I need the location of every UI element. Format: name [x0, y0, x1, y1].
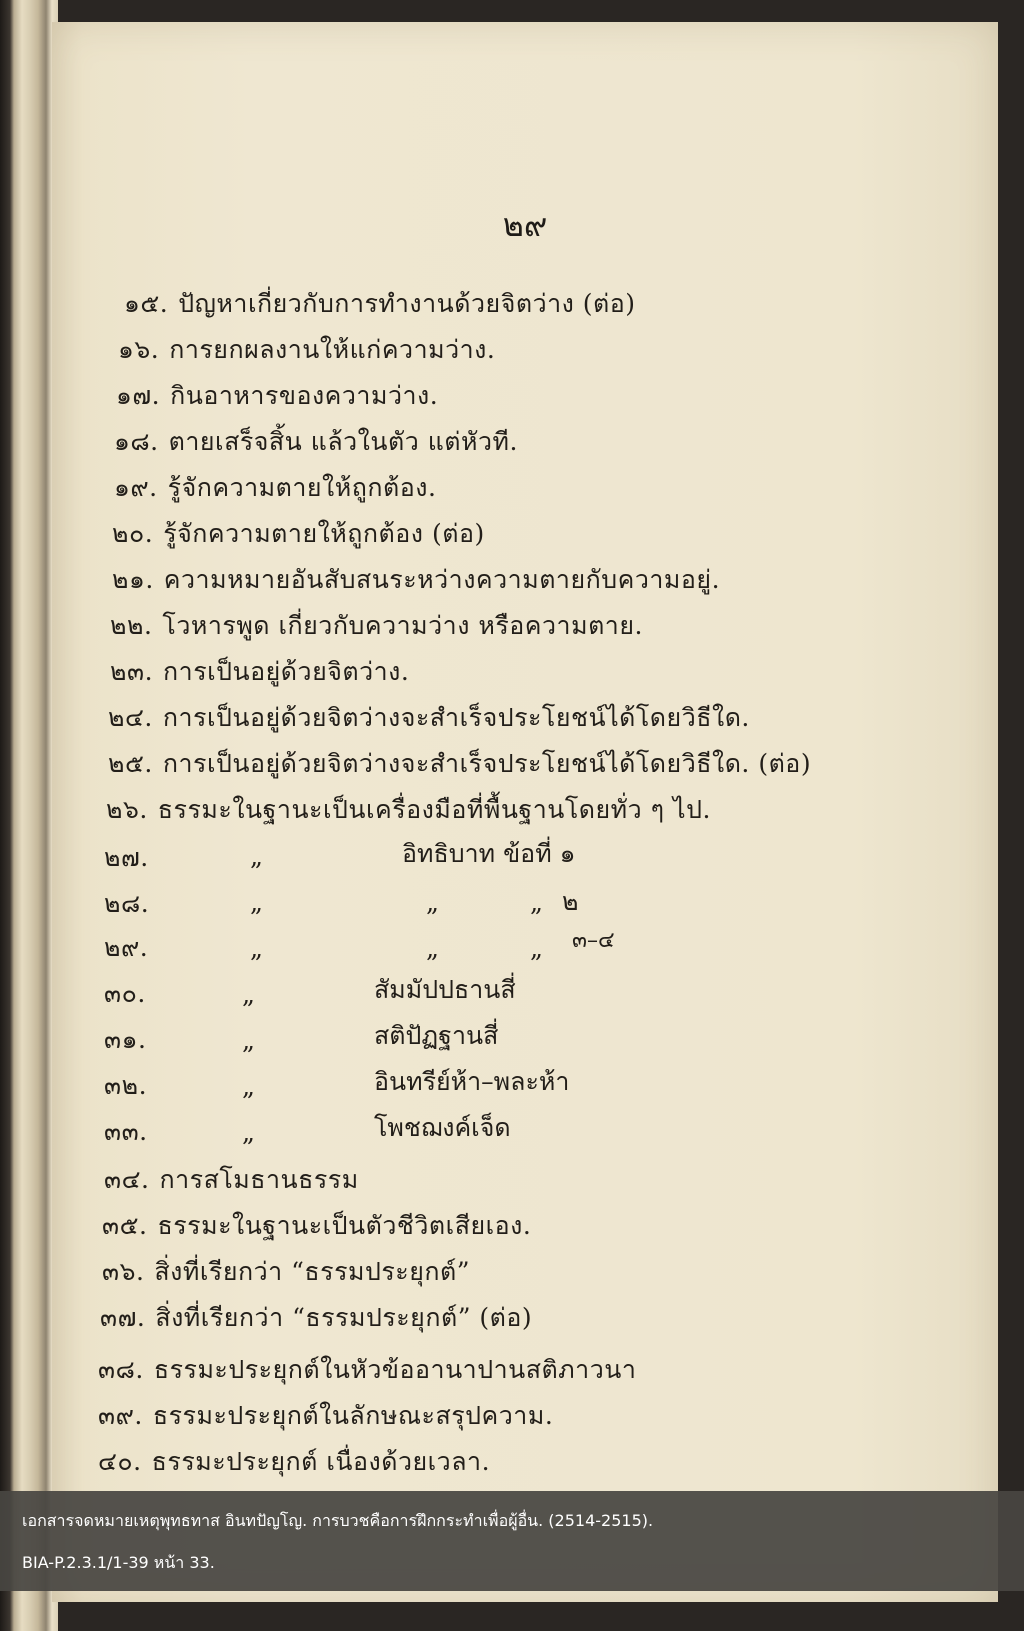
caption-bar [0, 1491, 1024, 1591]
entry-number: ๓๔. [104, 1165, 150, 1194]
entry-number: ๓๘. [98, 1355, 144, 1384]
table-of-contents [52, 22, 998, 1476]
toc-entry [104, 884, 149, 924]
toc-entry [98, 1442, 490, 1482]
entry-title: การเป็นอยู่ด้วยจิตว่างจะสำเร็จประโยชน์ได้โดยวิธีใด. [162, 703, 750, 732]
sub-entry-title: โพชฌงค์เจ็ด [374, 1113, 511, 1142]
toc-entry [114, 422, 518, 462]
entry-number: ๒๗. [104, 843, 149, 872]
toc-entry [110, 652, 409, 692]
entry-number: ๔๐. [98, 1447, 142, 1476]
ditto-mark: „ [250, 888, 263, 917]
entry-number: ๓๑. [104, 1025, 147, 1054]
entry-number: ๓๙. [98, 1401, 143, 1430]
entry-number: ๑๙. [114, 473, 158, 502]
entry-number: ๒๙. [104, 933, 149, 962]
entry-title: ธรรมะในฐานะเป็นเครื่องมือที่พื้นฐานโดยทั่ว ๆ ไป. [157, 795, 711, 824]
toc-entry [104, 838, 149, 878]
caption-citation: เอกสารจดหมายเหตุพุทธทาส อินทปัญโญ. การบวชคือการฝึกกระทำเพื่อผู้อื่น. (2514-2515). [22, 1511, 654, 1530]
toc-entry [112, 514, 485, 554]
toc-entry [112, 560, 720, 600]
ditto-mark: „ [426, 934, 439, 963]
entry-title: กินอาหารของความว่าง. [170, 381, 439, 410]
entry-title: สิ่งที่เรียกว่า “ธรรมประยุกต์” [154, 1257, 471, 1286]
entry-number: ๒๐. [112, 519, 154, 548]
toc-entry [110, 606, 643, 646]
entry-number: ๑๗. [116, 381, 161, 410]
entry-title: การเป็นอยู่ด้วยจิตว่าง. [163, 657, 410, 686]
toc-entry [108, 698, 750, 738]
entry-title: ความหมายอันสับสนระหว่างความตายกับความอยู่. [163, 565, 721, 594]
entry-number: ๓๕. [102, 1211, 148, 1240]
toc-entry [104, 1160, 359, 1200]
entry-number: ๒๑. [112, 565, 154, 594]
entry-title: ธรรมะในฐานะเป็นตัวชีวิตเสียเอง. [157, 1211, 532, 1240]
toc-entry [100, 1298, 532, 1338]
entry-number: ๒๓. [110, 657, 154, 686]
entry-number: ๓๗. [100, 1303, 146, 1332]
entry-title: ธรรมะประยุกต์ในหัวข้ออานาปานสติภาวนา [153, 1355, 637, 1384]
entry-number: ๓๓. [104, 1117, 148, 1146]
sub-entry-number: ๓–๔ [572, 928, 615, 953]
ditto-mark: „ [242, 980, 255, 1009]
entry-title: ธรรมะประยุกต์ในลักษณะสรุปความ. [152, 1401, 554, 1430]
toc-entry [124, 284, 636, 324]
ditto-mark: „ [242, 1072, 255, 1101]
caption-reference: BIA-P.2.3.1/1-39 หน้า 33. [22, 1553, 215, 1572]
entry-title: ธรรมะประยุกต์ เนื่องด้วยเวลา. [151, 1447, 491, 1476]
entry-title: รู้จักความตายให้ถูกต้อง (ต่อ) [163, 519, 485, 548]
ditto-mark: „ [250, 842, 263, 871]
entry-title: ตายเสร็จสิ้น แล้วในตัว แต่หัวที. [168, 427, 518, 456]
toc-entry [114, 468, 436, 508]
ditto-mark: „ [530, 888, 543, 917]
entry-number: ๒๘. [104, 889, 150, 918]
toc-entry [108, 744, 811, 784]
ditto-mark: „ [242, 1026, 255, 1055]
book-page [52, 22, 998, 1602]
entry-title: ปัญหาเกี่ยวกับการทำงานด้วยจิตว่าง (ต่อ) [178, 289, 636, 318]
toc-entry [102, 1252, 470, 1292]
entry-number: ๓๐. [104, 979, 146, 1008]
toc-entry [98, 1396, 553, 1436]
toc-entry [118, 330, 495, 370]
entry-title: การเป็นอยู่ด้วยจิตว่างจะสำเร็จประโยชน์ได้โดยวิธีใด. (ต่อ) [162, 749, 812, 778]
toc-entry [106, 790, 711, 830]
ditto-mark: „ [530, 934, 543, 963]
entry-title: การสโมธานธรรม [159, 1165, 359, 1194]
entry-title: รู้จักความตายให้ถูกต้อง. [167, 473, 437, 502]
entry-number: ๑๕. [124, 289, 169, 318]
entry-title: โวหารพูด เกี่ยวกับความว่าง หรือความตาย. [162, 611, 643, 640]
toc-entry [104, 1066, 147, 1106]
ditto-mark: „ [242, 1118, 255, 1147]
entry-number: ๑๘. [114, 427, 159, 456]
ditto-mark: „ [426, 888, 439, 917]
entry-number: ๓๒. [104, 1071, 148, 1100]
sub-entry-title: สัมมัปปธานสี่ [374, 975, 516, 1004]
entry-title: การยกผลงานให้แก่ความว่าง. [169, 335, 496, 364]
sub-entry-number: ๒ [562, 887, 579, 916]
sub-entry-title: อิทธิบาท ข้อที่ ๑ [402, 839, 576, 868]
toc-entry [98, 1350, 636, 1390]
ditto-mark: „ [250, 934, 263, 963]
toc-entry [104, 974, 146, 1014]
entry-number: ๒๕. [108, 749, 153, 778]
sub-entry-title: อินทรีย์ห้า–พละห้า [374, 1067, 570, 1096]
toc-entry [116, 376, 438, 416]
sub-entry-title: สติปัฏฐานสี่ [374, 1021, 499, 1050]
entry-number: ๒๒. [110, 611, 153, 640]
entry-number: ๒๖. [106, 795, 148, 824]
toc-entry [104, 928, 148, 968]
toc-entry [104, 1112, 148, 1152]
book-spine [0, 0, 58, 1631]
toc-entry [102, 1206, 531, 1246]
entry-number: ๑๖. [118, 335, 160, 364]
toc-entry [104, 1020, 146, 1060]
entry-number: ๓๖. [102, 1257, 145, 1286]
entry-number: ๒๔. [108, 703, 153, 732]
entry-title: สิ่งที่เรียกว่า “ธรรมประยุกต์” (ต่อ) [155, 1303, 533, 1332]
page-number: ๒๙ [502, 206, 548, 244]
